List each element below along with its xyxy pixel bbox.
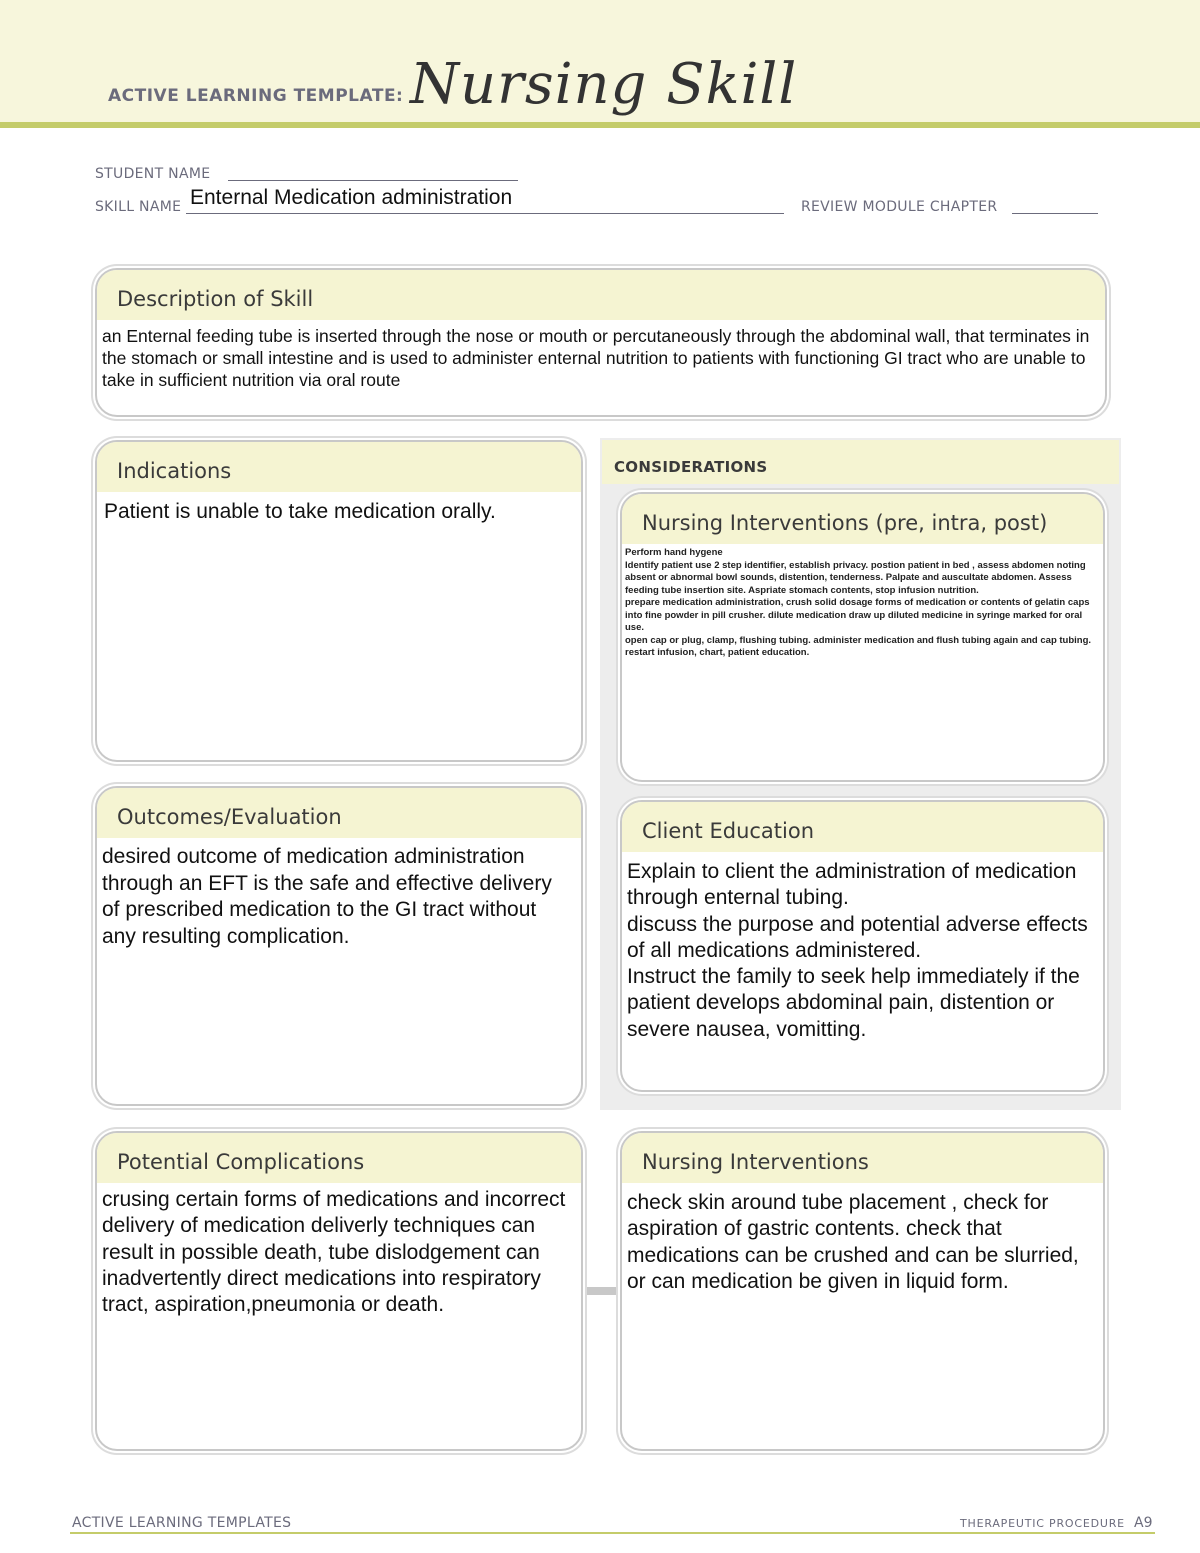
pip-line: Perform hand hygene (625, 547, 723, 558)
indications-body[interactable]: Patient is unable to take medication orally. (104, 500, 496, 523)
indications-title: Indications (97, 442, 581, 492)
pip-line: open cap or plug, clamp, flushing tubing. administer medication and flush tubing again and cap tubing. (625, 634, 1092, 646)
client-education-line: Explain to client the administration of medication through enternal tubing. (627, 860, 1077, 910)
student-name-label: STUDENT NAME (95, 166, 211, 182)
review-module-line[interactable] (1012, 213, 1098, 214)
indications-box (95, 440, 583, 762)
complications-body[interactable]: crusing certain forms of medications and incorrect delivery of medication deliverly techniques can result in possible death, tube dislodgement can inadvertently direct medications into respiratory tract, aspiration,pneumonia or death. (102, 1188, 566, 1317)
pip-line: prepare medication administration, crush solid dosage forms of medication or contents of gelatin caps into fine powder in pill crusher. dilute medication draw up diluted medicine in syringe marked for oral use. (625, 597, 1090, 633)
footer-left-label: ACTIVE LEARNING TEMPLATES (72, 1515, 292, 1531)
pip-line: Identify patient use 2 step identifier, establish privacy. postion patient in bed , assess abdomen noting absent or abnormal bowl sounds, distention, tenderness. Palpate and auscultate abdomen. Assess feeding tube insertion site. Aspriate stomach contents, stop infusion nutrition. (625, 559, 1086, 596)
complications-title: Potential Complications (97, 1133, 581, 1183)
outcomes-title: Outcomes/Evaluation (97, 788, 581, 838)
nursing-interventions-body[interactable]: check skin around tube placement , check for aspiration of gastric contents. check that medications can be crushed and can be slurried, or can medication be given in liquid form. (627, 1191, 1079, 1293)
skill-name-label: SKILL NAME (95, 199, 182, 215)
outcomes-body[interactable]: desired outcome of medication administration through an EFT is the safe and effective delivery of prescribed medication to the GI tract without any resulting complication. (102, 845, 552, 948)
description-box (95, 268, 1107, 417)
outcomes-box (95, 786, 583, 1106)
skill-name-value[interactable]: Enternal Medication administration (190, 186, 513, 209)
footer-rule (70, 1532, 1155, 1534)
pip-line: restart infusion, chart, patient education. (625, 647, 810, 658)
footer-right-label: THERAPEUTIC PROCEDURE (960, 1517, 1125, 1530)
description-body[interactable]: an Enternal feeding tube is inserted through the nose or mouth or percutaneously through the abdominal wall, that terminates in the stomach or small intestine and is used to administer enternal nutrition to patients with functioning GI tract who are unable to take in sufficient nutrition via oral route (102, 326, 1090, 390)
page-number: A9 (1134, 1515, 1153, 1531)
connector-bar (582, 1287, 622, 1295)
complications-box (95, 1131, 583, 1451)
nursing-interventions-pip-body[interactable] (622, 544, 1103, 660)
template-title: Nursing Skill (410, 52, 798, 117)
nursing-interventions-pip-box (620, 492, 1105, 782)
student-name-line[interactable] (228, 180, 518, 181)
client-education-box (620, 800, 1105, 1092)
client-education-line: Instruct the family to seek help immediately if the patient develops abdominal pain, distention or severe nausea, vomitting. (627, 965, 1080, 1041)
client-education-body[interactable] (622, 852, 1103, 1043)
skill-name-line[interactable] (186, 213, 784, 214)
template-label: ACTIVE LEARNING TEMPLATE: (108, 86, 404, 106)
client-education-line: discuss the purpose and potential adverse effects of all medications administered. (627, 912, 1088, 962)
nursing-interventions-title: Nursing Interventions (622, 1133, 1103, 1183)
considerations-title: CONSIDERATIONS (614, 458, 768, 476)
description-title: Description of Skill (97, 270, 1105, 320)
nursing-interventions-pip-title: Nursing Interventions (pre, intra, post) (622, 494, 1103, 544)
review-module-label: REVIEW MODULE CHAPTER (801, 199, 998, 215)
client-education-title: Client Education (622, 802, 1103, 852)
nursing-interventions-box (620, 1131, 1105, 1451)
